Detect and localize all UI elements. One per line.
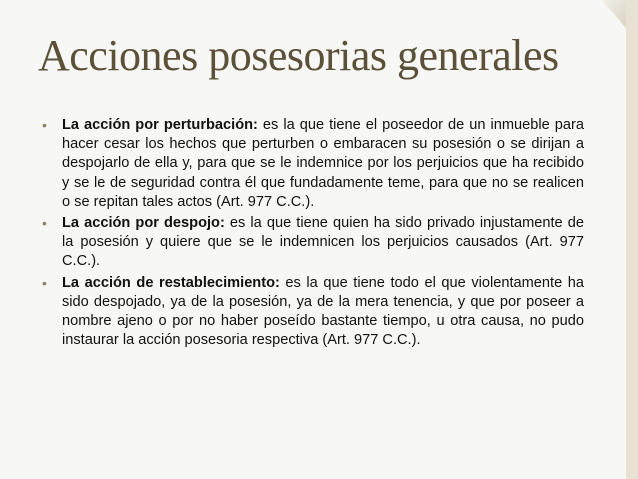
decorative-band: [626, 0, 638, 479]
page-fold-decoration: [602, 0, 626, 28]
bullet-text: es la que tiene quien ha sido privado injustamente de la posesión y quiere que se le indemnicen los perjuicios causados (Art. 977 C.C.).: [62, 215, 584, 270]
bullet-term: La acción por perturbación:: [62, 117, 258, 133]
bullet-list: [42, 116, 584, 352]
bullet-term: La acción de restablecimiento:: [62, 274, 280, 291]
bullet-icon: •: [42, 274, 47, 291]
bullet-icon: •: [42, 117, 47, 133]
bullet-item-restablecimiento: [42, 274, 584, 351]
bullet-icon: •: [42, 215, 47, 232]
bullet-item-despojo: [42, 214, 584, 272]
bullet-text: es la que tiene el poseedor de un inmueble para hacer cesar los hechos que perturben o embaracen su posesión o se dirijan a despojarlo de ella y, para que se le indemnice por los perjuicios que ha recibido y se le de seguridad contra él que fundadamente teme, para que no se realicen o se repitan tales actos (Art. 977 C.C.).: [62, 117, 584, 210]
bullet-term: La acción por despojo:: [62, 215, 225, 232]
bullet-text: es la que tiene todo el que violentamente ha sido despojado, ya de la posesión, ya de la mera tenencia, y que por poseer a nombre ajeno o por no haber poseído bastante tiempo, u otra causa, no pudo instaurar la acción posesoria respectiva (Art. 977 C.C.).: [62, 274, 584, 349]
bullet-item-perturbacion: [42, 116, 584, 212]
slide-title: Acciones posesorias generales: [38, 31, 559, 80]
